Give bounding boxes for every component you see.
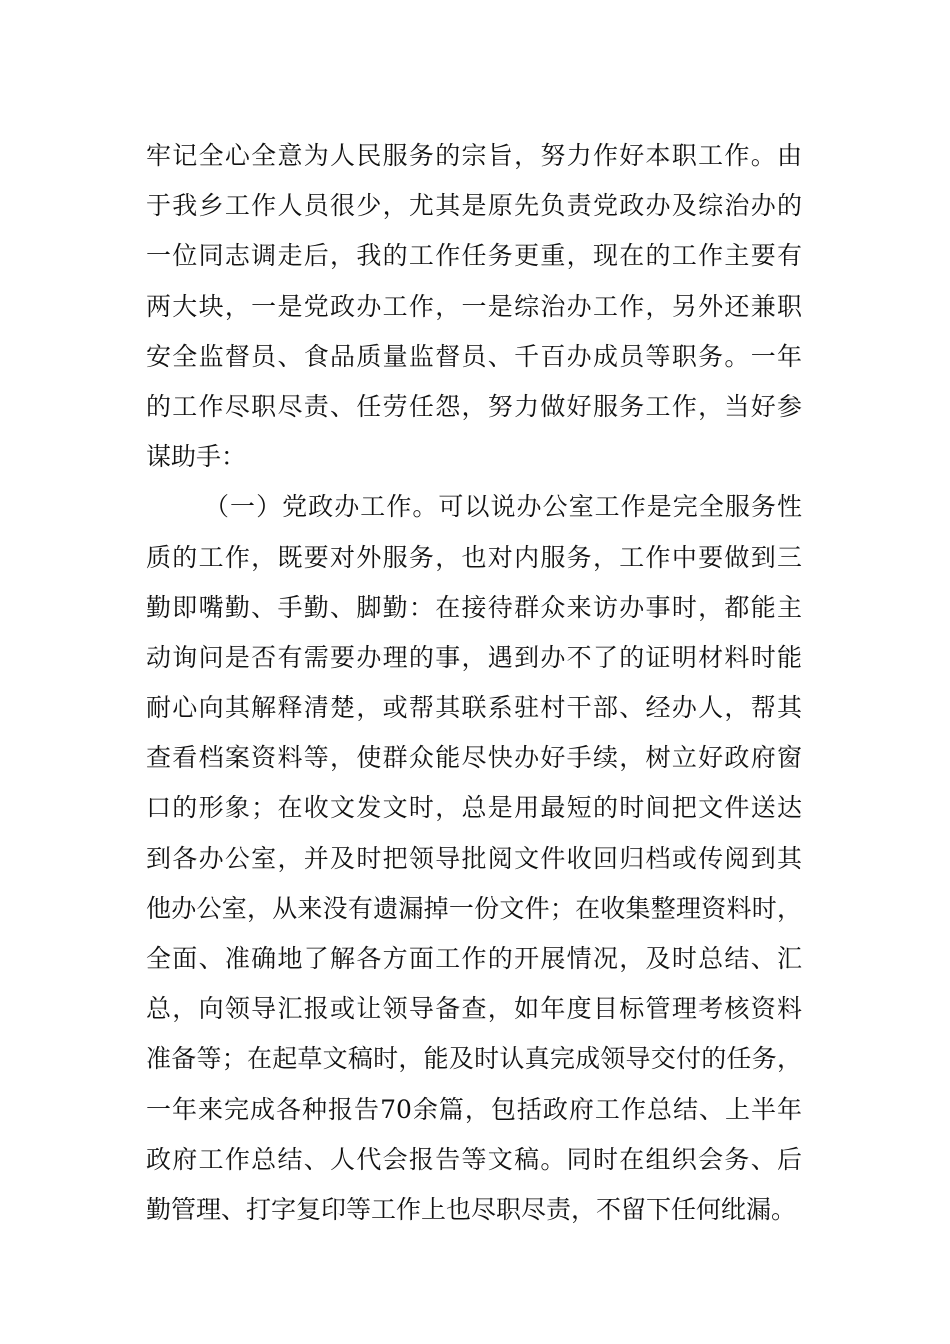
text-line: 总，向领导汇报或让领导备查，如年度目标管理考核资料 bbox=[146, 994, 802, 1024]
text-line: 政府工作总结、人代会报告等文稿。同时在组织会务、后 bbox=[146, 1144, 802, 1174]
text-line: 准备等；在起草文稿时，能及时认真完成领导交付的任务， bbox=[146, 1044, 802, 1074]
text-line: 安全监督员、食品质量监督员、千百办成员等职务。一年 bbox=[146, 341, 802, 371]
text-line: 查看档案资料等，使群众能尽快办好手续，树立好政府窗 bbox=[146, 743, 802, 773]
text-line: 动询问是否有需要办理的事，遇到办不了的证明材料时能 bbox=[146, 642, 802, 672]
text-line: 质的工作，既要对外服务，也对内服务，工作中要做到三 bbox=[146, 542, 802, 572]
text-line: 勤即嘴勤、手勤、脚勤：在接待群众来访办事时，都能主 bbox=[146, 592, 802, 622]
text-line: 到各办公室，并及时把领导批阅文件收回归档或传阅到其 bbox=[146, 843, 802, 873]
text-line: 他办公室，从来没有遗漏掉一份文件；在收集整理资料时， bbox=[146, 893, 802, 923]
text-line: 一位同志调走后，我的工作任务更重，现在的工作主要有 bbox=[146, 241, 802, 271]
text-line: 全面、准确地了解各方面工作的开展情况，及时总结、汇 bbox=[146, 944, 802, 973]
section-heading-line: （一）党政办工作。可以说办公室工作是完全服务性 bbox=[204, 492, 802, 522]
text-line: 于我乡工作人员很少，尤其是原先负责党政办及综治办的 bbox=[146, 191, 802, 221]
text-line: 勤管理、打字复印等工作上也尽职尽责，不留下任何纰漏。 bbox=[146, 1194, 797, 1224]
text-line: 牢记全心全意为人民服务的宗旨，努力作好本职工作。由 bbox=[146, 141, 802, 170]
text-line: 一年来完成各种报告70余篇，包括政府工作总结、上半年 bbox=[146, 1094, 802, 1124]
text-line: 耐心向其解释清楚，或帮其联系驻村干部、经办人，帮其 bbox=[146, 693, 802, 723]
text-line: 的工作尽职尽责、任劳任怨，努力做好服务工作，当好参 bbox=[146, 391, 802, 421]
body-text bbox=[146, 131, 802, 1235]
text-line: 两大块，一是党政办工作，一是综治办工作，另外还兼职 bbox=[146, 291, 802, 321]
text-line: 谋助手： bbox=[146, 442, 247, 472]
text-line: 口的形象；在收文发文时，总是用最短的时间把文件送达 bbox=[146, 793, 802, 823]
